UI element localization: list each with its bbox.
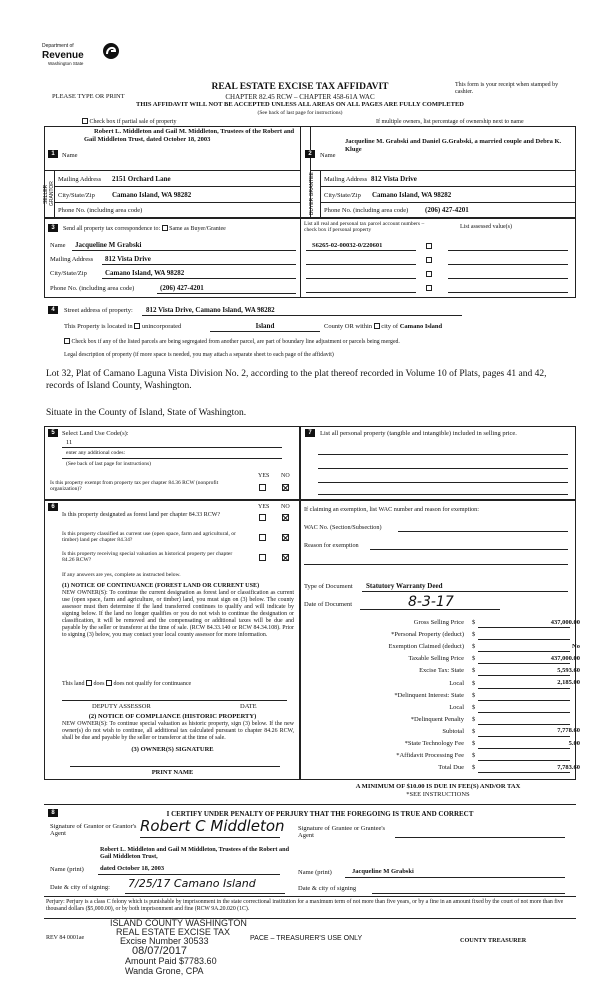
street-label: Street address of property: — [64, 307, 133, 314]
print-name-label: PRINT NAME — [151, 769, 194, 776]
currency-symbol: $ — [472, 667, 476, 675]
current-use-no-checkbox[interactable] — [282, 534, 289, 543]
sec6-yes: YES — [258, 504, 270, 510]
does-not-label: does not qualify for continuance — [113, 681, 192, 687]
exempt-no-checkbox[interactable] — [282, 484, 289, 493]
sec3-name-label: Name — [50, 242, 66, 249]
seller-addr: 2151 Orchard Lane — [112, 175, 171, 183]
section-7-badge: 7 — [305, 429, 315, 437]
seller-side-label: SELLER GRANTOR — [43, 181, 55, 207]
within-city-checkbox[interactable] — [374, 323, 380, 329]
continuance-row — [62, 680, 191, 688]
stamp-line-5: Amount Paid $7783.60 — [125, 956, 217, 966]
tax-row-value: No — [572, 642, 580, 650]
grantor-print-above: Robert L. Middleton and Gail M Middleton, Trustees of the Robert and Gail Middleton Trust, — [100, 846, 290, 861]
dept-line1: Department of — [42, 43, 74, 49]
buyer-name-label: Name — [320, 152, 336, 159]
tax-row-label: Exemption Claimed (deduct) — [388, 643, 464, 651]
segregated-checkbox[interactable] — [64, 338, 70, 344]
section-5-badge: 5 — [48, 429, 58, 437]
revenue-swirl-icon — [102, 42, 120, 60]
tax-row-value: 5,593.60 — [557, 666, 580, 674]
section-8-badge: 8 — [48, 809, 58, 817]
tax-row-value: 437,000.00 — [550, 654, 580, 662]
sec5-no: NO — [281, 473, 290, 479]
within-city — [324, 323, 442, 330]
current-use-yes-checkbox[interactable] — [259, 534, 266, 543]
grantee-sig-label: Signature of Grantee or Grantee's Agent — [298, 825, 386, 840]
segregated-label: Check box if any of the listed parcels are being segregated from another parcel, are part of boundary line adjustment or parcels being merged. — [71, 339, 400, 345]
parcel-cb-4[interactable] — [426, 285, 432, 292]
segregated-row — [64, 338, 400, 346]
tax-row-label: Excise Tax: State — [419, 667, 464, 675]
grantee-name-print-label: Name (print) — [298, 869, 332, 876]
does-label: does — [93, 681, 105, 687]
q-forest: Is this property designated as forest land per chapter 84.33 RCW? — [62, 512, 221, 518]
receipt-note: This form is your receipt when stamped by cashier. — [455, 82, 559, 95]
seller-addr-label: Mailing Address — [58, 176, 102, 183]
buyer-name: Jacqueline M. Grabski and Daniel G.Grabski, a married couple and Debra K. Kluge — [345, 138, 562, 154]
currency-symbol: $ — [472, 679, 476, 687]
treasurer-use: PACE – TREASURER'S USE ONLY — [250, 935, 363, 942]
buyer-phone-label: Phone No. (including area code) — [324, 207, 409, 214]
personal-property-label: List all personal property (tangible and intangible) included in selling price. — [320, 430, 517, 437]
stamp-line-3: Excise Number 30533 — [120, 936, 209, 946]
notice2-text: NEW OWNER(S): To continue special valuation as historic property, sign (3) below. If the new owner(s) do not wish to continue, all additional tax calculated pursuant to chapter 84.26 RCW, shall be due and payable by the seller or transferor at the time of sale. — [62, 721, 294, 741]
county-name: Island — [255, 322, 275, 330]
warning-text: THIS AFFIDAVIT WILL NOT BE ACCEPTED UNLESS ALL AREAS ON ALL PAGES ARE FULLY COMPLETED — [136, 101, 464, 108]
unincorporated-label: unincorporated — [141, 323, 182, 330]
legal-description: Lot 32, Plat of Camano Laguna Vista Division No. 2, according to the plat thereof recorded in Volume 10 of Plats, pages 41 and 42, records of Island County, Washington. — [46, 369, 547, 392]
grantor-date-place: 7/25/17 Camano Island — [128, 877, 256, 890]
wac-label: If claiming an exemption, list WAC number and reason for exemption: — [304, 506, 479, 513]
grantee-name-print: Jacqueline M Grabski — [352, 868, 414, 875]
does-not-checkbox[interactable] — [106, 680, 112, 686]
exempt-question: Is this property exempt from property tax per chapter 84.36 RCW (nonprofit organization)? — [50, 480, 219, 493]
seller-city-label: City/State/Zip — [58, 192, 95, 199]
tax-row-label: Total Due — [438, 764, 464, 772]
tax-row-label: *Delinquent Penalty — [410, 715, 464, 723]
perjury-note: Perjury: Perjury is a class C felony which is punishable by imprisonment in the state correctional institution for a maximum term of not more than five years, or by a fine in an amount fixed by the court of not more than five thousand dollars ($5,000.00), or by both imprisonment and fine (RCW 9A.20.020 (1C). — [46, 899, 564, 912]
minimum-note: A MINIMUM OF $10.00 IS DUE IN FEE(S) AND/OR TAX — [355, 783, 521, 790]
city-name: Camano Island — [399, 323, 443, 330]
dept-state: Washington State — [48, 61, 84, 66]
seller-phone-label: Phone No. (including area code) — [58, 207, 143, 214]
send-tax-label — [63, 225, 226, 233]
parcel-cb-3[interactable] — [426, 271, 432, 278]
tax-row-value: 2,185.00 — [557, 679, 580, 686]
tax-row-value: 7,778.60 — [557, 727, 580, 735]
form-chapter: CHAPTER 82.45 RCW – CHAPTER 458-61A WAC — [225, 93, 375, 101]
sec3-phone: (206) 427-4201 — [160, 284, 204, 292]
currency-symbol: $ — [472, 764, 476, 772]
stamp-line-2: REAL ESTATE EXCISE TAX — [116, 927, 231, 937]
parcel-number: S6265-02-00032-0/220601 — [312, 242, 383, 249]
section-6-badge: 6 — [48, 503, 58, 511]
land-use-code: 11 — [66, 439, 73, 446]
rev-number: REV 84 0001ae — [46, 935, 85, 941]
form-title: REAL ESTATE EXCISE TAX AFFIDAVIT — [211, 82, 389, 92]
currency-symbol: $ — [472, 715, 476, 723]
currency-symbol: $ — [472, 740, 476, 747]
unincorporated-checkbox[interactable] — [134, 323, 140, 329]
section-1-badge: 1 — [48, 150, 58, 158]
currency-symbol: $ — [472, 643, 476, 651]
does-checkbox[interactable] — [86, 680, 92, 686]
stamp-line-4: 08/07/2017 — [132, 945, 188, 957]
sec5-yes: YES — [258, 473, 270, 479]
sec3-city-label: City/State/Zip — [50, 270, 87, 277]
if-yes-note: If any answers are yes, complete as instructed below. — [62, 572, 181, 578]
doc-type: Statutory Warranty Deed — [366, 582, 443, 590]
currency-symbol: $ — [472, 619, 476, 626]
tax-row-label: *State Technology Fee — [404, 740, 464, 747]
grantor-date-label: Date & city of signing: — [50, 884, 110, 891]
q-current-use: Is this property classified as current use (open space, farm and agricultural, or timber) land per chapter 84.34? — [62, 531, 236, 544]
currency-symbol: $ — [472, 655, 476, 663]
sec3-addr-label: Mailing Address — [50, 256, 94, 263]
grantor-sig-label: Signature of Grantor or Grantor's Agent — [50, 823, 137, 838]
grantor-signature: Robert C Middleton — [140, 817, 285, 835]
historic-no-checkbox[interactable] — [282, 554, 289, 563]
notice2-title: (2) NOTICE OF COMPLIANCE (HISTORIC PROPERTY) — [88, 713, 257, 720]
multiple-owners-note: If multiple owners, list percentage of ownership next to name — [376, 119, 524, 125]
grantor-name-print: dated October 18, 2003 — [100, 865, 165, 872]
sec3-name: Jacqueline M Grabski — [75, 241, 142, 249]
located-label: This Property is located in — [64, 323, 133, 330]
doc-type-label: Type of Document — [304, 583, 353, 590]
seller-city: Camano Island, WA 98282 — [112, 191, 192, 199]
forest-no-checkbox[interactable] — [282, 514, 289, 523]
sec6-no: NO — [281, 504, 290, 510]
sec3-phone-label: Phone No. (including area code) — [50, 285, 135, 292]
partial-sale-checkbox[interactable] — [82, 118, 88, 124]
revenue-logo — [42, 40, 122, 68]
tax-row-label: *Personal Property (deduct) — [391, 631, 464, 639]
this-land-label: This land — [62, 681, 85, 687]
tax-row-value: 5.00 — [568, 739, 580, 747]
grantor-name-print-label: Name (print) — [50, 866, 84, 873]
stamp-line-6: Wanda Grone, CPA — [125, 966, 204, 976]
certify-text: I CERTIFY UNDER PENALTY OF PERJURY THAT THE FOREGOING IS TRUE AND CORRECT — [166, 810, 474, 818]
buyer-addr: 812 Vista Drive — [371, 175, 417, 183]
exempt-yes-checkbox[interactable] — [259, 484, 266, 493]
county-treasurer: COUNTY TREASURER — [460, 937, 527, 944]
sec5-see-back: (See back of last page for instructions) — [66, 461, 151, 467]
same-as-buyer-checkbox[interactable] — [162, 225, 168, 231]
buyer-city: Camano Island, WA 98282 — [372, 191, 452, 199]
reason-label: Reason for exemption — [304, 542, 359, 549]
tax-row-label: Subtotal — [442, 727, 464, 735]
grantee-date-label: Date & city of signing — [298, 885, 357, 892]
doc-date: 8-3-17 — [408, 594, 454, 610]
same-as-buyer-label: Same as Buyer/Grantee — [169, 226, 226, 232]
parcel-cb-2[interactable] — [426, 257, 432, 264]
buyer-city-label: City/State/Zip — [324, 192, 361, 199]
owner-signature-label: (3) OWNER(S) SIGNATURE — [131, 746, 214, 753]
deputy-date-label: DATE — [240, 703, 257, 710]
parcel-cb-1[interactable] — [426, 243, 432, 250]
forest-yes-checkbox[interactable] — [259, 514, 266, 523]
tax-row-label: *Delinquent Interest: State — [394, 691, 464, 699]
tax-row-value: 437,000.00 — [550, 618, 580, 626]
section-2-badge: 2 — [305, 150, 315, 158]
county-or-label: County OR within — [324, 323, 373, 330]
partial-sale — [82, 118, 176, 126]
land-use-label: Select Land Use Code(s): — [62, 430, 129, 437]
tax-row-label: Gross Selling Price — [413, 619, 464, 626]
tax-row-label: *Affidavit Processing Fee — [396, 752, 464, 760]
seller-name: Robert L. Middleton and Gail M. Middleton, Trustees of the Robert and Gail Middleton Trust, dated October 18, 2003 — [84, 128, 295, 144]
deputy-assessor-label: DEPUTY ASSESSOR — [92, 703, 151, 710]
tax-row-value: 7,783.60 — [557, 763, 580, 771]
section-3-badge: 3 — [48, 224, 58, 232]
notice1-title: (1) NOTICE OF CONTINUANCE (FOREST LAND OR CURRENT USE) — [62, 582, 260, 589]
stamp-line-1: ISLAND COUNTY WASHINGTON — [110, 918, 247, 928]
notice1-text: NEW OWNER(S): To continue the current designation as forest land or classification as current use (open space, farm and agriculture, or timber) land, you must sign on (3) below. The county assessor must then determine if the land transferred continues to qualify and will indicate by signing below. If the land no longer qualifies or you do not wish to continue the designation or classification, it will be removed and the compensating or additional taxes will be due and payable by the seller or transferor at the time of sale. (RCW 84.33.140 or RCW 84.34.108). Prior to signing (3) below, you may contact your local county assessor for more information. — [62, 590, 294, 638]
assessed-header: List assessed value(s) — [460, 224, 512, 230]
additional-codes-label: enter any additional codes: — [66, 450, 126, 456]
currency-symbol: $ — [472, 631, 476, 639]
currency-symbol: $ — [472, 691, 476, 699]
street-address: 812 Vista Drive, Camano Island, WA 98282 — [146, 306, 275, 314]
sec3-city: Camano Island, WA 98282 — [105, 269, 185, 277]
seller-name-label: Name — [62, 152, 78, 159]
tax-row-label: Taxable Selling Price — [408, 655, 464, 663]
partial-sale-label: Check box if partial sale of property — [89, 119, 177, 125]
buyer-side-label: BUYER GRANTEE — [309, 172, 315, 216]
tax-row-label: Local — [449, 703, 464, 711]
city-of-label: city of — [381, 323, 399, 330]
tax-row-label: Local — [449, 679, 464, 687]
doc-date-label: Date of Document — [304, 601, 353, 608]
see-back-note: (See back of last page for instructions) — [257, 110, 343, 116]
situate-text: Situate in the County of Island, State of Washington. — [46, 408, 247, 418]
currency-symbol: $ — [472, 752, 476, 760]
historic-yes-checkbox[interactable] — [259, 554, 266, 563]
dept-revenue: Revenue — [42, 50, 84, 61]
currency-symbol: $ — [472, 703, 476, 711]
buyer-addr-label: Mailing Address — [324, 176, 368, 183]
sec3-addr: 812 Vista Drive — [105, 255, 151, 263]
currency-symbol: $ — [472, 727, 476, 735]
see-instructions: *SEE INSTRUCTIONS — [406, 791, 470, 798]
q-historic: Is this property receiving special valuation as historical property per chapter 84.26 RCW? — [62, 551, 233, 564]
type-or-print: PLEASE TYPE OR PRINT — [52, 93, 125, 100]
legal-label: Legal description of property (if more space is needed, you may attach a separate sheet to each page of the affidavit) — [64, 352, 334, 358]
wac-no-label: WAC No. (Section/Subsection) — [304, 524, 382, 531]
parcel-header: List all real and personal tax parcel account numbers – check box if personal property — [304, 221, 425, 234]
buyer-phone: (206) 427-4201 — [425, 206, 469, 214]
section-4-badge: 4 — [48, 306, 58, 314]
located-row — [64, 323, 181, 330]
send-tax-text: Send all property tax correspondence to: — [63, 226, 161, 232]
